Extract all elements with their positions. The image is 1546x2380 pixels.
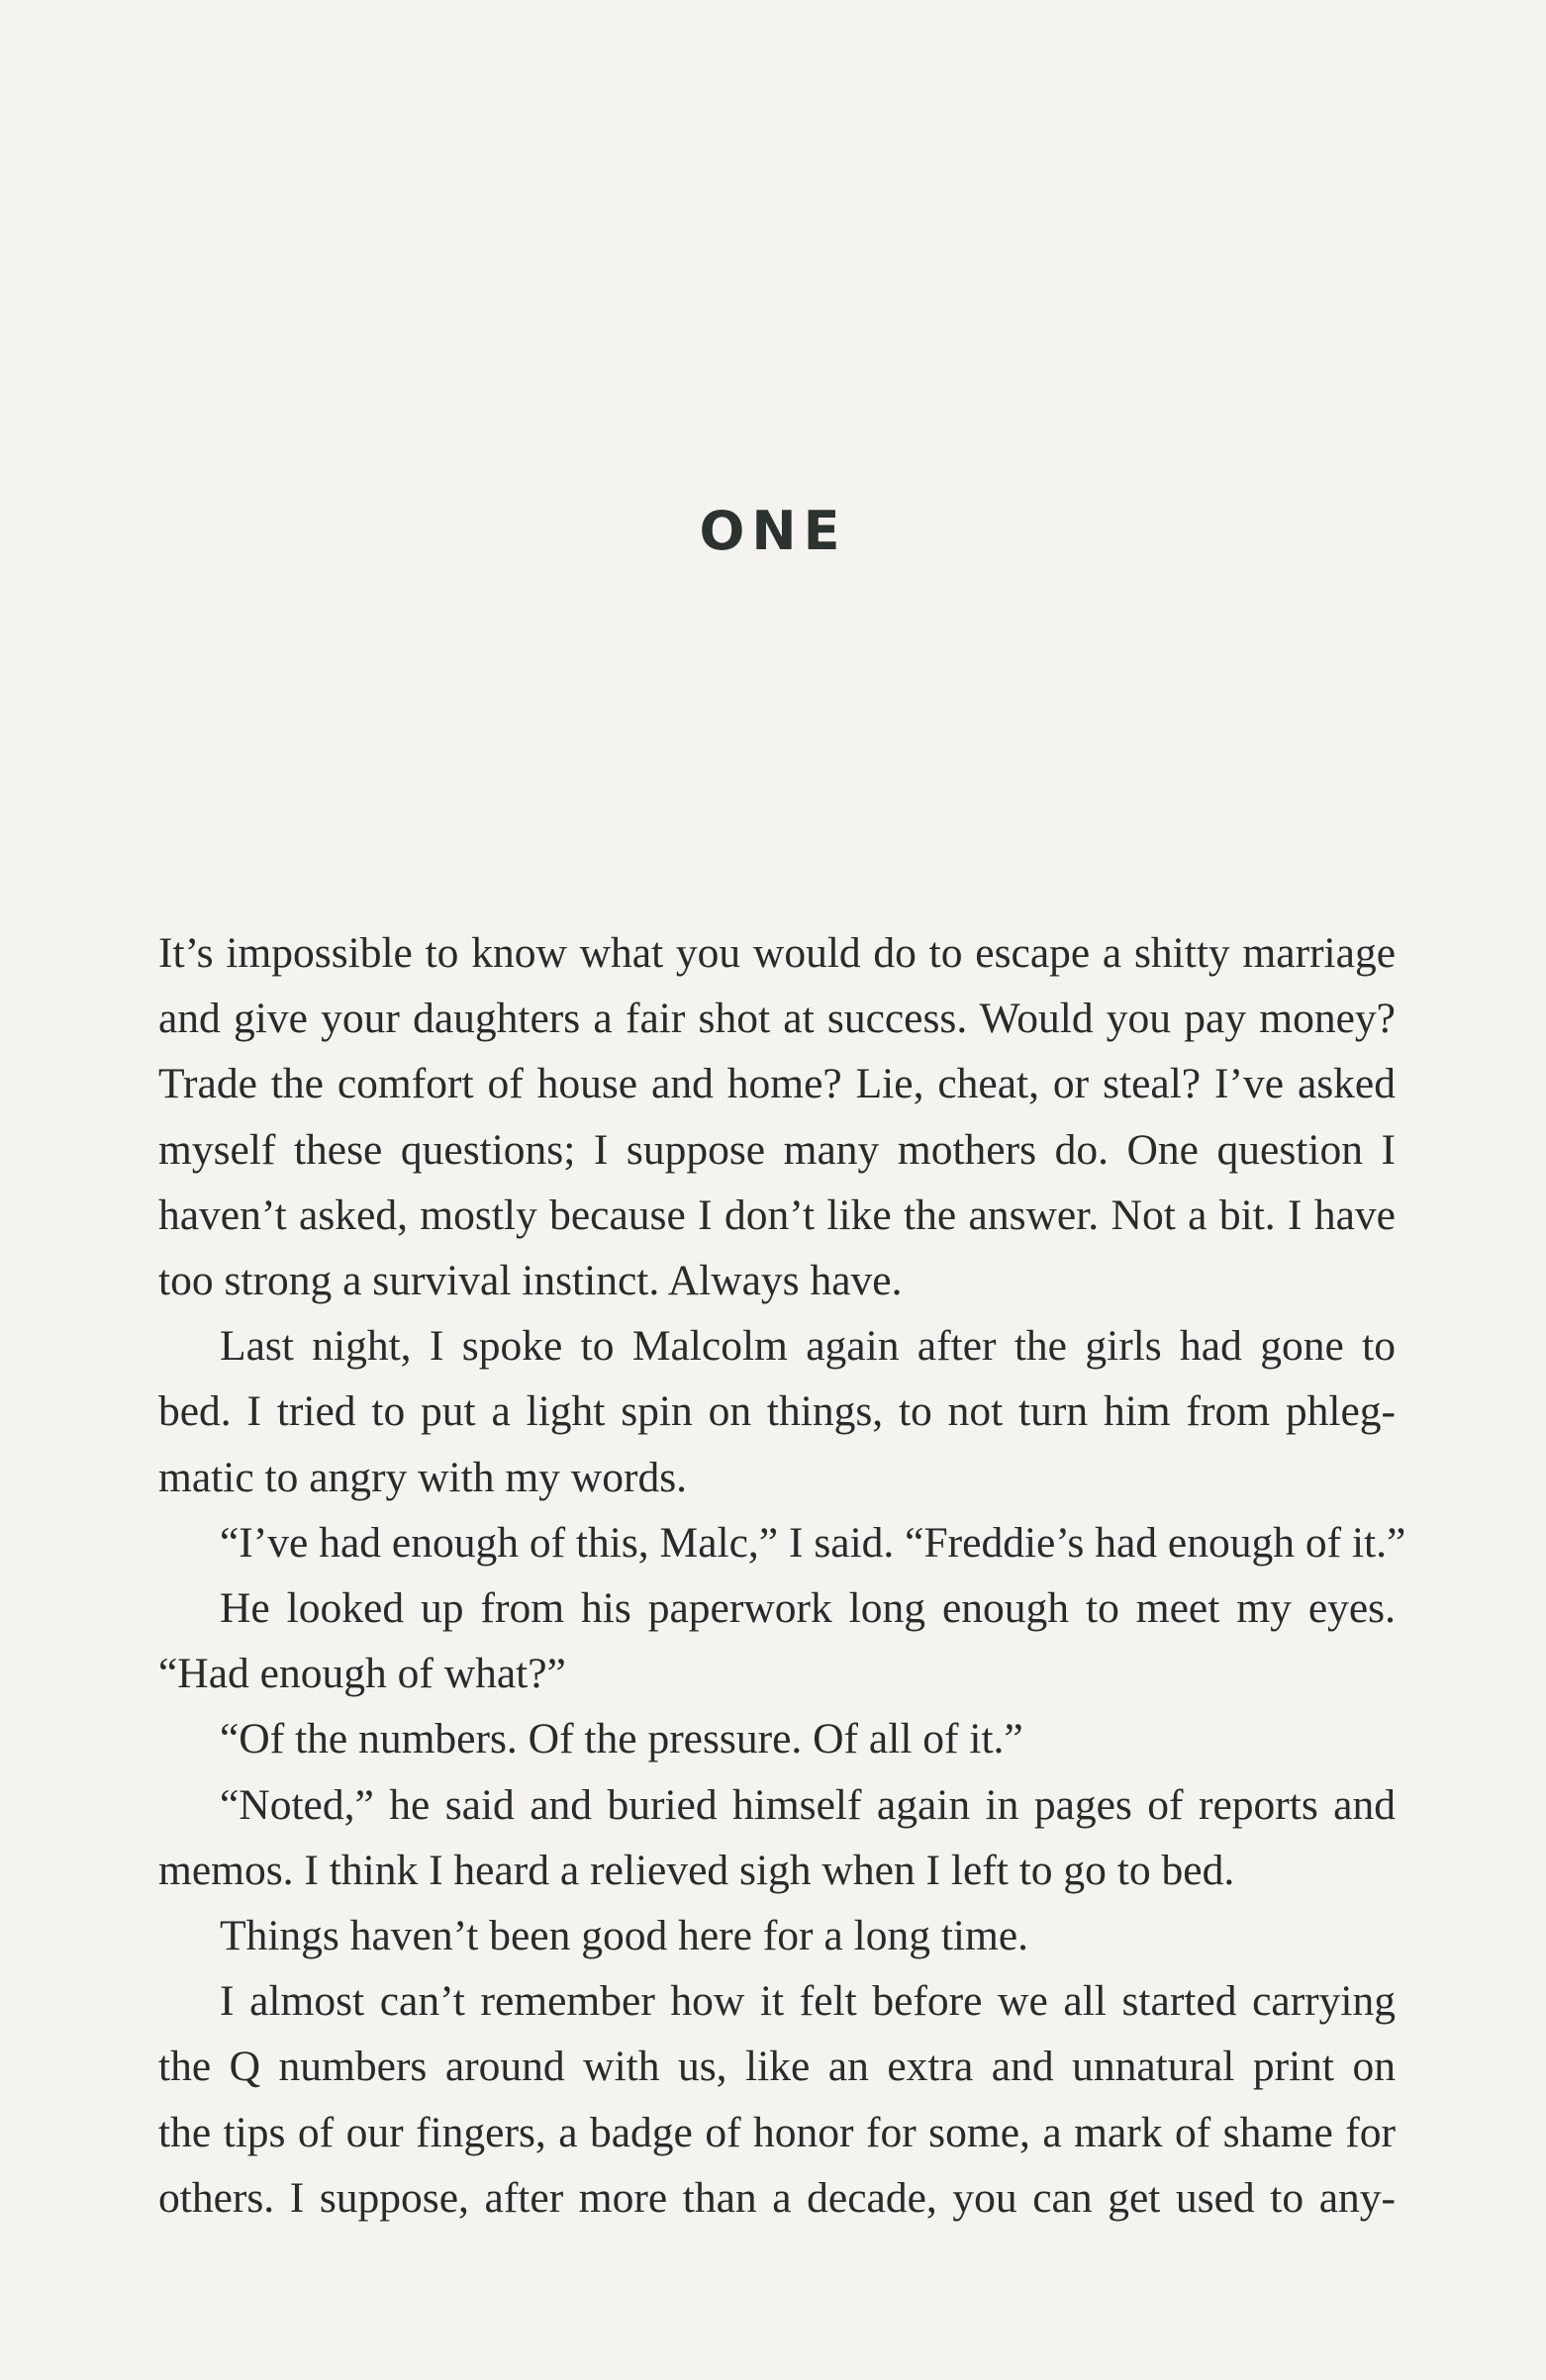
text-line: bed. I tried to put a light spin on things, to not turn him from phleg- <box>158 1387 1396 1436</box>
text-line: “Noted,” he said and buried himself again in pages of reports and <box>220 1780 1396 1829</box>
text-line: memos. I think I heard a relieved sigh when I left to go to bed. <box>158 1846 1235 1894</box>
text-line: It’s impossible to know what you would do to escape a shitty marriage <box>158 929 1396 977</box>
text-line: matic to angry with my words. <box>158 1453 688 1501</box>
chapter-body-text <box>158 920 1406 2231</box>
chapter-heading: ONE <box>699 500 847 562</box>
text-line: Last night, I spoke to Malcolm again after the girls had gone to <box>220 1322 1396 1371</box>
text-line: others. I suppose, after more than a decade, you can get used to any- <box>158 2173 1396 2222</box>
text-line: Things haven’t been good here for a long time. <box>220 1912 1029 1960</box>
text-line: “Had enough of what?” <box>158 1650 566 1698</box>
text-line: “Of the numbers. Of the pressure. Of all of it.” <box>220 1715 1023 1763</box>
text-line: the Q numbers around with us, like an extra and unnatural print on <box>158 2043 1396 2091</box>
text-line: He looked up from his paperwork long enough to meet my eyes. <box>220 1584 1396 1633</box>
text-line: “I’ve had enough of this, Malc,” I said. “Freddie’s had enough of it.” <box>220 1518 1406 1567</box>
text-line: I almost can’t remember how it felt before we all started carrying <box>220 1977 1396 2026</box>
text-line: Trade the comfort of house and home? Lie, cheat, or steal? I’ve asked <box>158 1060 1396 1108</box>
text-line: and give your daughters a fair shot at success. Would you pay money? <box>158 995 1396 1043</box>
text-line: the tips of our fingers, a badge of honor for some, a mark of shame for <box>158 2108 1396 2156</box>
text-line: too strong a survival instinct. Always have. <box>158 1257 903 1305</box>
text-line: haven’t asked, mostly because I don’t like the answer. Not a bit. I have <box>158 1190 1396 1239</box>
text-line: myself these questions; I suppose many mothers do. One question I <box>158 1125 1396 1174</box>
